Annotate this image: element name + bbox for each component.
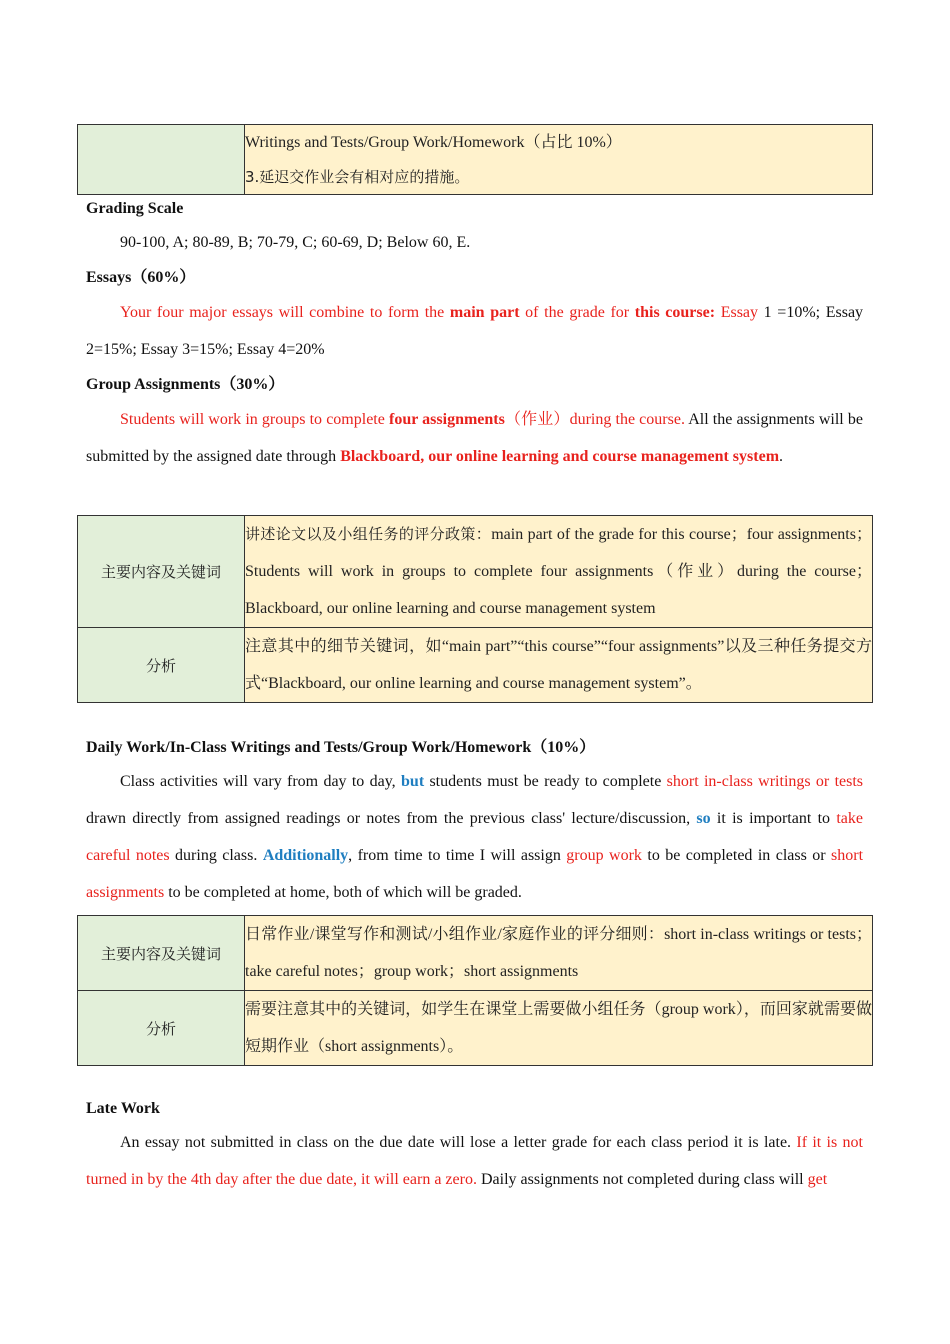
- essays-b1: main part: [449, 304, 520, 321]
- table2-analysis-cell: 需要注意其中的关键词，如学生在课堂上需要做小组任务（group work），而回家就需要做短期作业（short assignments）。: [245, 991, 873, 1066]
- table2-keywords-cell: 日常作业/课堂写作和测试/小组作业/家庭作业的评分细则：short in-class writings or tests；take careful notes；group work；short assignments: [245, 916, 873, 991]
- daily-s5: during class.: [169, 847, 263, 864]
- group-s1: Students will work in groups to complete: [120, 411, 389, 428]
- daily-s8: to be completed at home, both of which will be graded.: [164, 884, 522, 901]
- daily-r2: take careful notes: [86, 810, 864, 864]
- late-r2: get: [807, 1171, 828, 1188]
- daily-heading: Daily Work/In-Class Writings and Tests/Group Work/Homework（10%）: [86, 739, 596, 756]
- group-b1: four assignments: [388, 411, 505, 428]
- group-heading: Group Assignments（30%）: [86, 376, 285, 393]
- daily-s7: to be completed in class or: [641, 847, 832, 864]
- table1-keywords-en: main part of the grade for this course；four assignments；Students will work in groups to complete four assignments（作业）during the course；Blackboard, our online learning and course management system: [245, 526, 872, 617]
- table2-label-keywords: 主要内容及关键词: [78, 916, 245, 991]
- essays-heading: Essays（60%）: [86, 269, 196, 286]
- daily-k1: but: [401, 773, 425, 790]
- group-s3: All the assignments will be submitted by the assigned date through: [86, 411, 863, 465]
- group-b2: Blackboard, our online learning and course management system: [340, 448, 780, 465]
- daily-paragraph: [86, 763, 863, 911]
- daily-s2: students must be ready to complete: [424, 773, 667, 790]
- daily-s4: it is important to: [710, 810, 837, 827]
- table1-analysis-cell: 注意其中的细节关键词，如“main part”“this course”“four assignments”以及三种任务提交方式“Blackboard, our online learning and course management system”。: [245, 628, 873, 703]
- daily-s1: Class activities will vary from day to day,: [120, 773, 402, 790]
- top-table: [77, 124, 873, 195]
- table1-keywords-cell: [245, 516, 873, 628]
- table2-label-analysis: 分析: [78, 991, 245, 1066]
- top-table-value-cell: [245, 125, 873, 195]
- essays-s3: Essay: [715, 304, 759, 321]
- table1-label-analysis: 分析: [78, 628, 245, 703]
- table1-label-keywords: 主要内容及关键词: [78, 516, 245, 628]
- grading-scale-text: 90-100, A; 80-89, B; 70-79, C; 60-69, D; Below 60, E.: [120, 234, 471, 251]
- late-s2: Daily assignments not completed during class will: [476, 1171, 808, 1188]
- analysis-table-1: [77, 515, 873, 703]
- daily-s6: , from time to time I will assign: [348, 847, 567, 864]
- group-s4: .: [779, 448, 784, 465]
- essays-s1: Your four major essays will combine to form the: [120, 304, 450, 321]
- late-s1: An essay not submitted in class on the due date will lose a letter grade for each class period it is late.: [120, 1134, 797, 1151]
- group-paragraph: [86, 401, 863, 475]
- late-heading: Late Work: [86, 1100, 160, 1117]
- top-table-line1: Writings and Tests/Group Work/Homework（占比 10%）: [245, 133, 622, 151]
- daily-r3: group work: [566, 847, 642, 864]
- daily-k3: Additionally: [262, 847, 349, 864]
- late-r1: If it is not turned in by the 4th day after the due date, it will earn a zero.: [86, 1134, 863, 1188]
- daily-r4: short assignments: [86, 847, 864, 901]
- daily-k2: so: [696, 810, 711, 827]
- analysis-table-2: [77, 915, 873, 1066]
- essays-b2: this course:: [634, 304, 716, 321]
- essays-s4: 1 =10%; Essay 2=15%; Essay 3=15%; Essay 4=20%: [86, 304, 864, 358]
- daily-s3: drawn directly from assigned readings or notes from the previous class' lecture/discussion,: [86, 810, 697, 827]
- late-paragraph: [86, 1124, 863, 1198]
- table1-keywords-cn: 讲述论文以及小组任务的评分政策：: [245, 525, 492, 543]
- top-table-label-cell: [78, 125, 245, 195]
- grading-heading: Grading Scale: [86, 200, 184, 217]
- daily-r1: short in-class writings or tests: [666, 773, 864, 790]
- group-s2: （作业）during the course.: [504, 411, 685, 428]
- top-table-line2: 3.延迟交作业会有相对应的措施。: [245, 167, 470, 186]
- essays-s2: of the grade for: [519, 304, 635, 321]
- essays-paragraph: [86, 294, 863, 368]
